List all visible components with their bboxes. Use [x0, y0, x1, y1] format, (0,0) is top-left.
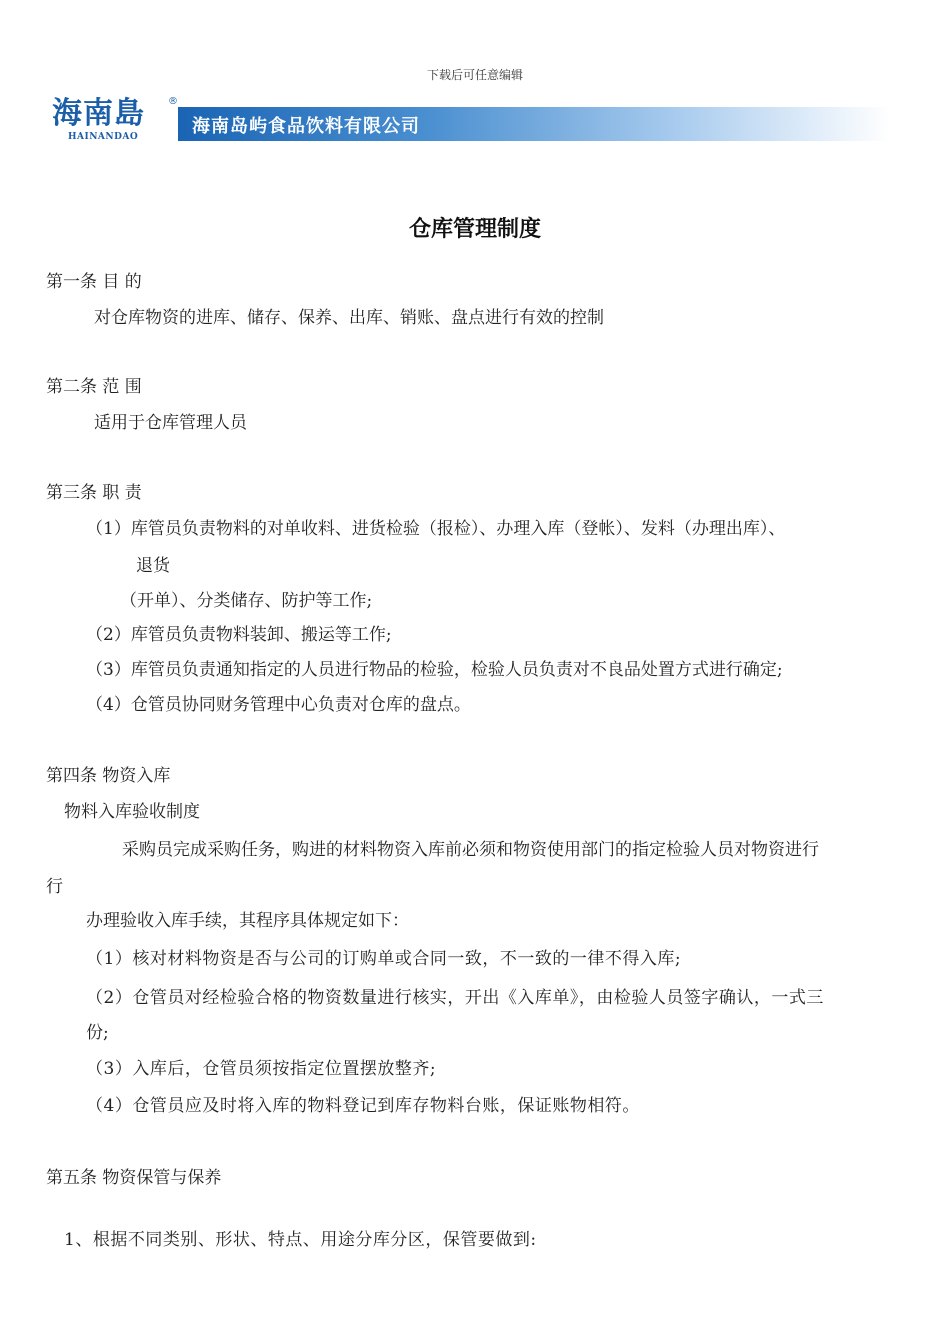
article-heading: 第二条 范 围 [46, 377, 142, 397]
list-item: （2）仓管员对经检验合格的物资数量进行核实，开出《入库单》，由检验人员签字确认，一式三 [86, 988, 824, 1008]
list-item: （3）库管员负责通知指定的人员进行物品的检验，检验人员负责对不良品处置方式进行确定; [86, 660, 783, 680]
company-banner [178, 107, 890, 141]
paragraph-line: 采购员完成采购任务，购进的材料物资入库前必须和物资使用部门的指定检验人员对物资进行 [122, 840, 819, 860]
company-logo [52, 96, 178, 146]
list-item-continuation: 退货 [136, 556, 170, 576]
article-heading: 第一条 目 的 [46, 272, 142, 292]
list-item: （4）仓管员协同财务管理中心负责对仓库的盘点。 [86, 695, 471, 715]
list-item: （1）库管员负责物料的对单收料、进货检验（报检）、办理入库（登帐）、发料（办理出库）、 [86, 519, 786, 539]
list-item: （2）库管员负责物料装卸、搬运等工作; [86, 625, 392, 645]
paragraph-line: 适用于仓库管理人员 [94, 413, 247, 433]
list-item: （3）入库后，仓管员须按指定位置摆放整齐; [86, 1059, 437, 1079]
paragraph-line: 办理验收入库手续，其程序具体规定如下： [86, 911, 409, 931]
list-item-continuation: 份; [86, 1023, 109, 1043]
list-item: （1）核对材料物资是否与公司的订购单或合同一致，不一致的一律不得入库; [86, 949, 682, 969]
paragraph-line: 对仓库物资的进库、储存、保养、出库、销账、盘点进行有效的控制 [94, 308, 604, 328]
logo-text: 海南島 [52, 96, 145, 131]
article-heading: 第三条 职 责 [46, 483, 142, 503]
article-heading: 第四条 物资入库 [46, 766, 171, 786]
sub-heading: 物料入库验收制度 [64, 802, 200, 822]
paragraph-line: 行 [46, 877, 63, 897]
document-title: 仓库管理制度 [408, 216, 541, 242]
numbered-item: 1、根据不同类别、形状、特点、用途分库分区，保管要做到: [64, 1230, 537, 1250]
list-item: （4）仓管员应及时将入库的物料登记到库存物料台账，保证账物相符。 [86, 1096, 640, 1116]
logo-subtext: HAINANDAO [68, 132, 139, 142]
company-name: 海南岛屿食品饮料有限公司 [192, 116, 420, 137]
registered-mark: ® [168, 96, 178, 107]
download-note: 下载后可任意编辑 [426, 68, 523, 82]
article-heading: 第五条 物资保管与保养 [46, 1168, 222, 1188]
list-item-continuation: （开单）、分类储存、防护等工作; [120, 591, 373, 611]
